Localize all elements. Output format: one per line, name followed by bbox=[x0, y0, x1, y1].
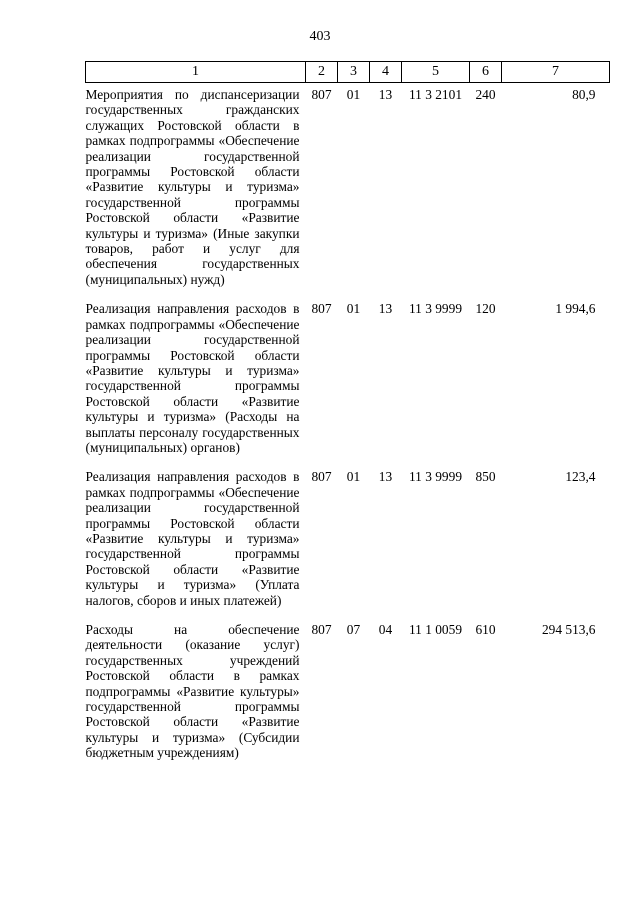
section-code: 01 bbox=[346, 301, 361, 317]
table-row bbox=[86, 83, 610, 298]
column-header-1: 1 bbox=[86, 62, 306, 83]
subsection-code: 04 bbox=[378, 622, 393, 637]
budget-table bbox=[85, 61, 610, 771]
subsection-code: 13 bbox=[378, 301, 393, 317]
table-row bbox=[86, 465, 610, 618]
expense-name: Мероприятия по диспансеризации государственных гражданских служащих Ростовской области в рамках подпрограммы «Обеспечение реализации государственной программы Ростовской области «Развитие культуры и туризма» государственной программы Ростовской области «Развитие культуры и туризма» (Иные закупки товаров, работ и услуг для обеспечения государственных (муниципальных) нужд) bbox=[85, 87, 300, 287]
expense-type-code: 240 bbox=[475, 87, 496, 102]
section-code: 01 bbox=[346, 469, 361, 485]
expense-type-code: 120 bbox=[475, 301, 496, 317]
page-number: 403 bbox=[309, 29, 331, 44]
table-body bbox=[86, 83, 610, 771]
column-header-3: 3 bbox=[338, 62, 370, 83]
target-article-code: 11 3 9999 bbox=[408, 469, 463, 485]
section-code: 01 bbox=[346, 87, 361, 102]
grbs-code: 807 bbox=[311, 301, 332, 317]
column-header-4: 4 bbox=[370, 62, 402, 83]
column-header-6: 6 bbox=[470, 62, 502, 83]
grbs-code: 807 bbox=[311, 469, 332, 485]
column-header-2: 2 bbox=[306, 62, 338, 83]
amount: 80,9 bbox=[572, 87, 596, 102]
target-article-code: 11 1 0059 bbox=[408, 622, 463, 637]
amount: 294 513,6 bbox=[541, 622, 596, 637]
expense-name: Реализация направления расходов в рамках подпрограммы «Обеспечение реализации государственной программы Ростовской области «Развитие культуры и туризма» государственной программы Ростовской области «Развитие культуры и туризма» (Расходы на выплаты персоналу государственных (муниципальных) органов) bbox=[85, 301, 300, 455]
expense-type-code: 850 bbox=[475, 469, 496, 485]
grbs-code: 807 bbox=[311, 87, 332, 102]
subsection-code: 13 bbox=[378, 469, 393, 485]
subsection-code: 13 bbox=[378, 87, 393, 102]
table-row bbox=[86, 297, 610, 465]
expense-name: Расходы на обеспечение деятельности (оказание услуг) государственных учреждений Ростовской области в рамках подпрограммы «Развитие культуры» государственной программы Ростовской области «Развитие культуры и туризма» (Субсидии бюджетным учреждениям) bbox=[85, 622, 300, 761]
expense-name: Реализация направления расходов в рамках подпрограммы «Обеспечение реализации государственной программы Ростовской области «Развитие культуры и туризма» государственной программы Ростовской области «Развитие культуры и туризма» (Уплата налогов, сборов и иных платежей) bbox=[85, 469, 300, 608]
table-row bbox=[86, 618, 610, 771]
amount: 123,4 bbox=[565, 469, 596, 485]
table-header bbox=[86, 62, 610, 83]
column-header-7: 7 bbox=[502, 62, 610, 83]
amount: 1 994,6 bbox=[555, 301, 596, 317]
header-row bbox=[86, 62, 610, 83]
target-article-code: 11 3 2101 bbox=[408, 87, 463, 102]
target-article-code: 11 3 9999 bbox=[408, 301, 463, 317]
grbs-code: 807 bbox=[311, 622, 332, 637]
column-header-5: 5 bbox=[402, 62, 470, 83]
expense-type-code: 610 bbox=[475, 622, 496, 637]
section-code: 07 bbox=[346, 622, 361, 637]
